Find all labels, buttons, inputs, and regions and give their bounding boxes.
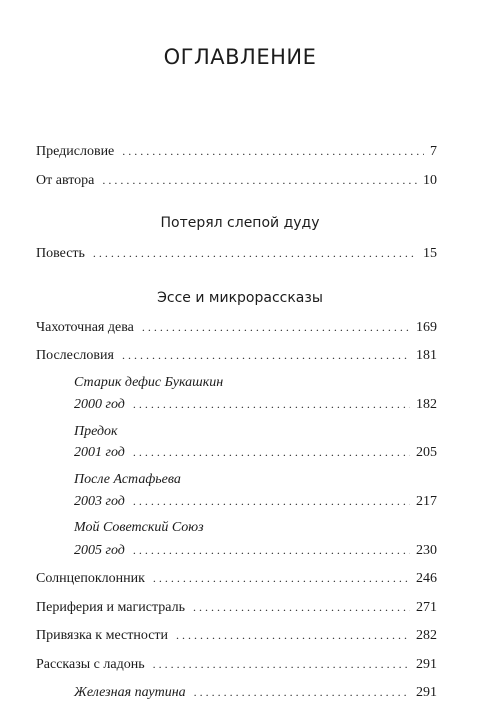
toc-page-number: 291 xyxy=(416,685,437,700)
toc-entry-rasskazy[interactable] xyxy=(36,654,437,674)
toc-entry-povest[interactable] xyxy=(36,243,437,263)
toc-title: ОГЛАВЛЕНИЕ xyxy=(163,45,317,69)
section-heading-poteryal: Потерял слепой дуду xyxy=(160,215,320,231)
leader-dots xyxy=(176,625,410,645)
toc-entry-label: Чахоточная дева xyxy=(36,320,134,335)
toc-subentry-year: 2003 год xyxy=(74,494,125,509)
toc-subentry-predok[interactable] xyxy=(74,442,437,462)
toc-subentry-zheleznaya[interactable] xyxy=(74,682,437,702)
toc-entry-periferiya[interactable] xyxy=(36,597,437,617)
toc-subentry-starik[interactable] xyxy=(74,394,437,414)
leader-dots xyxy=(133,442,410,462)
toc-page-number: 271 xyxy=(416,600,437,615)
toc-page-number: 217 xyxy=(416,494,437,509)
toc-entry-solntsepoklonnik[interactable] xyxy=(36,568,437,588)
leader-dots xyxy=(122,345,410,365)
toc-entry-label: Привязка к местности xyxy=(36,628,169,643)
toc-page-number: 230 xyxy=(416,543,437,558)
toc-entry-from-author[interactable] xyxy=(36,170,437,190)
toc-page-number: 291 xyxy=(416,657,437,672)
toc-page-number: 7 xyxy=(430,144,437,159)
toc-entry-label: Рассказы с ладонь xyxy=(36,657,145,672)
toc-subentry-year: 2000 год xyxy=(74,397,125,412)
leader-dots xyxy=(142,317,410,337)
toc-subentry-year: 2001 год xyxy=(74,445,125,460)
toc-entry-poslesloviya[interactable] xyxy=(36,345,437,365)
toc-subentry-title: Предок xyxy=(74,424,118,439)
leader-dots xyxy=(153,654,410,674)
toc-entry-chakhotochnaya[interactable] xyxy=(36,317,437,337)
toc-subentry-sovetsky-soyuz[interactable] xyxy=(74,540,437,560)
leader-dots xyxy=(194,682,410,702)
leader-dots xyxy=(133,491,410,511)
leader-dots xyxy=(133,540,410,560)
toc-subentry-year: 2005 год xyxy=(74,543,125,558)
toc-entry-label: Периферия и магистраль xyxy=(36,600,185,615)
toc-subentry-title: Старик дефис Букашкин xyxy=(74,375,224,390)
leader-dots xyxy=(193,597,410,617)
toc-entry-preface[interactable] xyxy=(36,141,437,161)
toc-page-number: 181 xyxy=(416,348,437,363)
leader-dots xyxy=(133,394,410,414)
toc-subentry-title: Мой Советский Союз xyxy=(74,520,204,535)
toc-page-number: 15 xyxy=(423,246,437,261)
leader-dots xyxy=(93,243,417,263)
toc-page-number: 10 xyxy=(423,173,437,188)
toc-page-number: 282 xyxy=(416,628,437,643)
toc-page-number: 169 xyxy=(416,320,437,335)
toc-page-number: 246 xyxy=(416,571,437,586)
toc-entry-label: Повесть xyxy=(36,246,85,261)
toc-entry-label: Предисловие xyxy=(36,144,115,159)
toc-subentry-posle-astafyeva[interactable] xyxy=(74,491,437,511)
toc-page-number: 182 xyxy=(416,397,437,412)
section-heading-esse: Эссе и микрорассказы xyxy=(157,290,323,306)
toc-entry-label: Солнцепоклонник xyxy=(36,571,145,586)
leader-dots xyxy=(122,141,424,161)
toc-page-number: 205 xyxy=(416,445,437,460)
leader-dots xyxy=(153,568,410,588)
toc-entry-label: Послесловия xyxy=(36,348,114,363)
leader-dots xyxy=(102,170,417,190)
toc-entry-privyazka[interactable] xyxy=(36,625,437,645)
toc-entry-label: От автора xyxy=(36,173,95,188)
toc-subentry-title: После Астафьева xyxy=(74,472,181,487)
toc-entry-label: Железная паутина xyxy=(74,685,186,700)
